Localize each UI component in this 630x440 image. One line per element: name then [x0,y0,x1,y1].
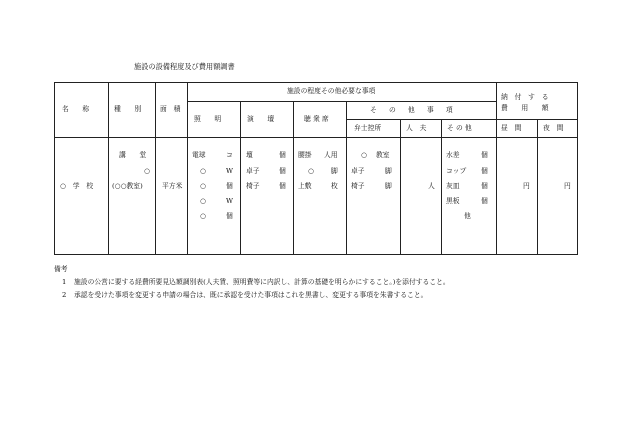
speaker-room-unit: 教室 [376,151,390,159]
seats-item: 上敷 [298,182,312,190]
header-name: 名 称 [62,105,90,113]
cost-table [54,82,578,255]
other-item: 灰皿 [446,182,460,190]
speaker-room-item: 椅子 [351,182,365,190]
stage-unit: 個 [279,182,286,190]
col-rule-3 [187,82,188,255]
stage-item: 卓子 [246,167,260,175]
notes-section [54,266,450,304]
lighting-item: ○ [200,167,206,175]
document-title: 施設の設備程度及び費用額調書 [134,62,235,71]
header-facilities-group: 施設の程度その他必要な事項 [287,87,376,95]
header-seats: 聴 衆 席 [304,115,329,123]
lighting-unit: 個 [226,182,233,190]
header-lighting: 照 明 [194,115,222,123]
other-item: コップ [446,167,467,175]
header-payment-top: 納 付 す る [501,93,549,101]
stage-unit: 個 [279,167,286,175]
other-unit: 個 [481,197,488,205]
col-rule-1 [108,82,109,255]
seats-unit: 人用 [324,151,338,159]
col-rule-6 [346,101,347,255]
rule-header-bottom [54,137,578,138]
row-type-line3: (○○教室) [112,182,143,190]
staff-unit: 人 [428,182,435,190]
row-type-line1: 講 堂 [119,151,147,159]
note-item [54,279,450,286]
col-rule-8 [441,119,442,255]
seats-unit: 枚 [331,182,338,190]
day-unit: 円 [523,182,530,190]
seats-item: 腰掛 [298,151,312,159]
lighting-item: ○ [200,182,206,190]
note-item [54,292,450,299]
note-text: 承認を受けた事項を変更する申請の場合は、既に承認を受けた事項はこれを黒書し、変更する事項を朱書すること。 [74,290,428,299]
speaker-room-unit: 脚 [385,167,392,175]
rule-other-group [346,119,496,120]
stage-item: 椅子 [246,182,260,190]
speaker-room-item: ○ [361,151,367,159]
other-unit: 個 [481,167,488,175]
header-type: 種 別 [114,105,142,113]
header-area: 面 積 [160,105,181,113]
other-unit: 個 [481,182,488,190]
other-item: 黒板 [446,197,460,205]
note-text: 施設の公営に要する経費所要見込額調別表(人夫賃、照明費等に内訳し、計算の基礎を明らかにすること。)を添付すること。 [74,277,450,286]
col-rule-5 [293,101,294,255]
notes-heading: 備考 [54,265,68,273]
other-unit: 個 [481,151,488,159]
night-unit: 円 [564,182,571,190]
header-staff: 人 夫 [406,124,427,132]
row-area-unit: 平方米 [162,182,183,190]
other-unit: 他 [464,212,471,220]
speaker-room-unit: 脚 [385,182,392,190]
other-item: 水差 [446,151,460,159]
lighting-item: ○ [200,197,206,205]
header-other: そ の 他 [447,124,472,132]
header-other-group: そ の 他 事 項 [370,106,458,114]
lighting-item: ○ [200,212,206,220]
seats-unit: 脚 [331,167,338,175]
note-number: 2 [62,290,67,299]
header-payment-bottom: 費 用 額 [501,104,549,112]
note-number: 1 [62,277,67,286]
stage-unit: 個 [279,151,286,159]
header-night: 夜 間 [543,124,564,132]
col-rule-10 [537,119,538,255]
speaker-room-item: 卓子 [351,167,365,175]
col-rule-9 [496,82,497,255]
rule-facilities-group [187,101,496,102]
header-speaker-room: 弁士控所 [354,124,382,132]
header-stage: 演 壇 [247,115,275,123]
col-rule-2 [155,82,156,255]
row-name: ○ 学 校 [60,182,94,190]
header-day: 昼 間 [501,124,522,132]
lighting-unit: コ [226,151,233,159]
col-rule-4 [240,101,241,255]
row-type-line2: ○ [144,167,150,175]
lighting-unit: 個 [226,212,233,220]
lighting-unit: W [226,197,233,205]
lighting-item: 電球 [192,151,206,159]
stage-item: 壇 [246,151,253,159]
col-rule-7 [400,119,401,255]
lighting-unit: W [226,167,233,175]
seats-item: ○ [308,167,314,175]
